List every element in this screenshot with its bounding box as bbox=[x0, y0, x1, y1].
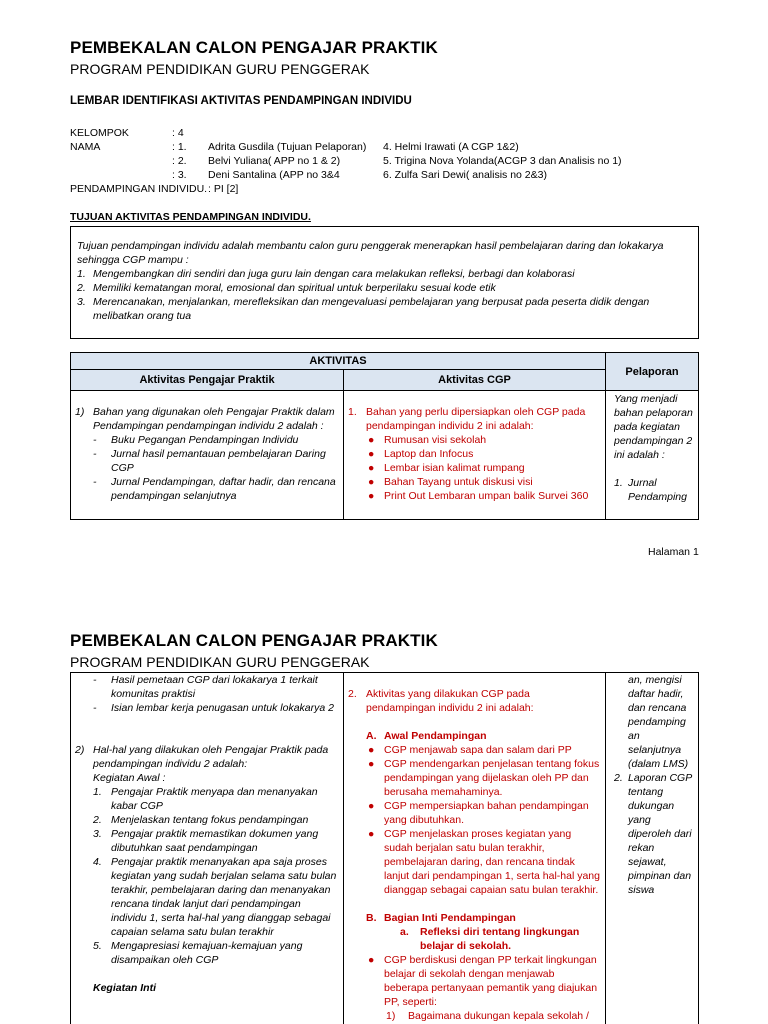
pendampingan-label: PENDAMPINGAN INDIVIDU. bbox=[70, 183, 208, 195]
list-item: ● Bahan Tayang untuk diskusi visi bbox=[368, 476, 533, 488]
name-num: : 2. bbox=[172, 155, 187, 167]
pendampingan-value: : PI [2] bbox=[208, 183, 239, 195]
list-item: - Jurnal Pendampingan, daftar hadir, dan rencana pendampingan selanjutnya bbox=[93, 476, 336, 502]
list-item: - Hasil pemetaan CGP dari lokakarya 1 terkait komunitas praktisi bbox=[93, 674, 318, 700]
form-title: LEMBAR IDENTIFIKASI AKTIVITAS PENDAMPINGAN INDIVIDU bbox=[70, 95, 412, 107]
page-title: PEMBEKALAN CALON PENGAJAR PRAKTIK bbox=[70, 38, 438, 57]
name-num: : 3. bbox=[172, 169, 187, 181]
list-item: ● CGP menjawab sapa dan salam dari PP bbox=[368, 744, 572, 756]
kelompok-value: : 4 bbox=[172, 127, 184, 139]
cgp-column: 2. Aktivitas yang dilakukan CGP pada pendampingan individu 2 ini adalah: A. Awal Pendampingan ● CGP menjawab sapa dan salam dari PP ● CGP mendengarkan penjelasan tentang fokus pendampingan yang dijelaskan oleh PP dan berusaha memahaminya. ● CGP mempersiapkan bahan pendampingan yang dibutuhkan. ● CGP menjelaskan proses kegiatan yang sudah berjalan satu bulan terakhir, pembelajaran daring, dan rencana tindak lanjut dari pendampingan 1, serta hal-hal yang dianggap sebagai capaian satu bulan terakhir. B. Bagian Inti Pendampingan a. Refleksi diri tentang lingkungan belajar di sekolah. ● CGP berdiskusi dengan PP terkait lingkungan belajar di sekolah dengan menjawab beberapa pertanyaan pemantik yang diajukan PP, seperti: 1) Bagaimana dukungan kepala sekolah / bbox=[348, 688, 600, 1022]
tujuan-list bbox=[77, 267, 691, 323]
col-pp-header: Aktivitas Pengajar Praktik bbox=[70, 369, 344, 391]
cgp-item1: 1. Bahan yang perlu dipersiapkan oleh CGP pada pendampingan individu 2 ini adalah: ● Rumusan visi sekolah ● Laptop dan Infocus ● Lembar isian kalimat rumpang ● Bahan Tayang untuk diskusi visi ● Print Out Lembaran umpan balik Survei 360 bbox=[348, 405, 600, 503]
name-right: 4. Helmi Irawati (A CGP 1&2) bbox=[383, 141, 519, 153]
list-item: ● CGP menjelaskan proses kegiatan yang sudah berjalan satu bulan terakhir, pembelajaran daring, dan rencana tindak lanjut dari pendampingan 1, serta hal-hal yang dianggap sebagai capaian satu bulan terakhir. bbox=[368, 828, 600, 896]
list-item: 1. Pengajar Praktik menyapa dan menanyakan kabar CGP bbox=[93, 786, 318, 812]
name-right: 5. Trigina Nova Yolanda(ACGP 3 dan Analisis no 1) bbox=[383, 155, 622, 167]
page-title: PEMBEKALAN CALON PENGAJAR PRAKTIK bbox=[70, 631, 438, 650]
list-item: ● Print Out Lembaran umpan balik Survei 360 bbox=[368, 490, 589, 502]
list-item: - Isian lembar kerja penugasan untuk lokakarya 2 bbox=[93, 702, 334, 714]
col-cgp-header: Aktivitas CGP bbox=[343, 369, 606, 391]
name-num: : 1. bbox=[172, 141, 187, 153]
name-right: 6. Zulfa Sari Dewi( analisis no 2&3) bbox=[383, 169, 547, 181]
tujuan-heading: TUJUAN AKTIVITAS PENDAMPINGAN INDIVIDU. bbox=[70, 211, 311, 223]
list-item: - Jurnal hasil pemantauan pembelajaran Daring CGP bbox=[93, 448, 326, 474]
aktivitas-header: AKTIVITAS bbox=[70, 352, 606, 370]
list-item: - Buku Pegangan Pendampingan Individu bbox=[93, 434, 299, 446]
list-item: 4. Pengajar praktik menanyakan apa saja proses kegiatan yang sudah berjalan selama satu bulan terakhir, pembelajaran daring dan menanyakan rencana tindak lanjut dari pendampingan individu 1, serta hal-hal yang dianggap sebagai capaian selama satu bulan terakhir bbox=[93, 856, 337, 938]
list-item: ● Lembar isian kalimat rumpang bbox=[368, 462, 525, 474]
list-item: 2. Memiliki kematangan moral, emosional dan spiritual untuk berperilaku sesuai kode etik bbox=[77, 282, 496, 294]
pp-column: - Hasil pemetaan CGP dari lokakarya 1 terkait komunitas praktisi - Isian lembar kerja penugasan untuk lokakarya 2 2) Hal-hal yang dilakukan oleh Pengajar Praktik pada pendampingan individu 2 adalah: Kegiatan Awal : 1. Pengajar Praktik menyapa dan menanyakan kabar CGP 2. Menjelaskan tentang fokus pendampingan 3. Pengajar praktik memastikan dokumen yang dibutuhkan saat pendampingan 4. Pengajar praktik menanyakan apa saja proses kegiatan yang sudah berjalan selama satu bulan terakhir, pembelajaran daring dan menanyakan rencana tindak lanjut dari pendampingan individu 1, serta hal-hal yang dianggap sebagai capaian selama satu bulan terakhir 5. Mengapresiasi kemajuan-kemajuan yang disampaikan oleh CGP Kegiatan Inti bbox=[75, 674, 337, 994]
list-item: 1. Mengembangkan diri sendiri dan juga guru lain dengan cara melakukan refleksi, berbagi dan kolaborasi bbox=[77, 268, 575, 280]
list-item: ● Rumusan visi sekolah bbox=[368, 434, 487, 446]
col-lapor-header: Pelaporan bbox=[605, 352, 699, 391]
name-left: Belvi Yuliana( APP no 1 & 2) bbox=[208, 155, 341, 167]
lapor-column: an, mengisi daftar hadir, dan rencana pendamping an selanjutnya (dalam LMS) 2. Laporan CGP tentang dukungan yang diperoleh dari rekan sejawat, pimpinan dan siswa bbox=[614, 674, 692, 896]
page-subtitle: PROGRAM PENDIDIKAN GURU PENGGERAK bbox=[70, 61, 370, 77]
name-left: Deni Santalina (APP no 3&4 bbox=[208, 169, 340, 181]
list-item: ● CGP berdiskusi dengan PP terkait lingkungan belajar di sekolah dengan menjawab beberapa pertanyaan pemantik yang diajukan PP, seperti: bbox=[368, 954, 598, 1008]
list-item: 3. Pengajar praktik memastikan dokumen yang dibutuhkan saat pendampingan bbox=[93, 828, 319, 854]
pp-item1: 1) Bahan yang digunakan oleh Pengajar Praktik dalam Pendampingan pendampingan individu 2 adalah : - Buku Pegangan Pendampingan Individu - Jurnal hasil pemantauan pembelajaran Daring CGP - Jurnal Pendampingan, daftar hadir, dan rencana pendampingan selanjutnya bbox=[75, 406, 336, 502]
list-item: ● CGP mendengarkan penjelasan tentang fokus pendampingan yang dijelaskan oleh PP dan berusaha memahaminya. bbox=[368, 758, 600, 798]
list-item: 3. Merencanakan, menjalankan, merefleksikan dan mengevaluasi pembelajaran yang berpusat pada peserta didik dengan melibatkan orang tua bbox=[77, 296, 650, 322]
nama-label: NAMA bbox=[70, 141, 101, 153]
list-item: ● CGP mempersiapkan bahan pendampingan yang dibutuhkan. bbox=[368, 800, 589, 826]
name-left: Adrita Gusdila (Tujuan Pelaporan) bbox=[208, 141, 367, 153]
list-item: ● Laptop dan Infocus bbox=[368, 448, 474, 460]
lapor-text: Yang menjadi bahan pelaporan pada kegiatan pendampingan 2 ini adalah : 1. Jurnal Pendamping bbox=[614, 393, 693, 503]
page-footer: Halaman 1 bbox=[648, 546, 699, 558]
tujuan-box bbox=[70, 226, 699, 339]
tujuan-intro: Tujuan pendampingan individu adalah membantu calon guru penggerak menerapkan hasil pembelajaran daring dan lokakarya sehingga CGP mampu : bbox=[77, 240, 664, 266]
list-item: 2. Menjelaskan tentang fokus pendampingan bbox=[93, 814, 309, 826]
page-subtitle: PROGRAM PENDIDIKAN GURU PENGGERAK bbox=[70, 654, 370, 670]
kelompok-label: KELOMPOK bbox=[70, 127, 129, 139]
list-item: 5. Mengapresiasi kemajuan-kemajuan yang disampaikan oleh CGP bbox=[93, 940, 303, 966]
